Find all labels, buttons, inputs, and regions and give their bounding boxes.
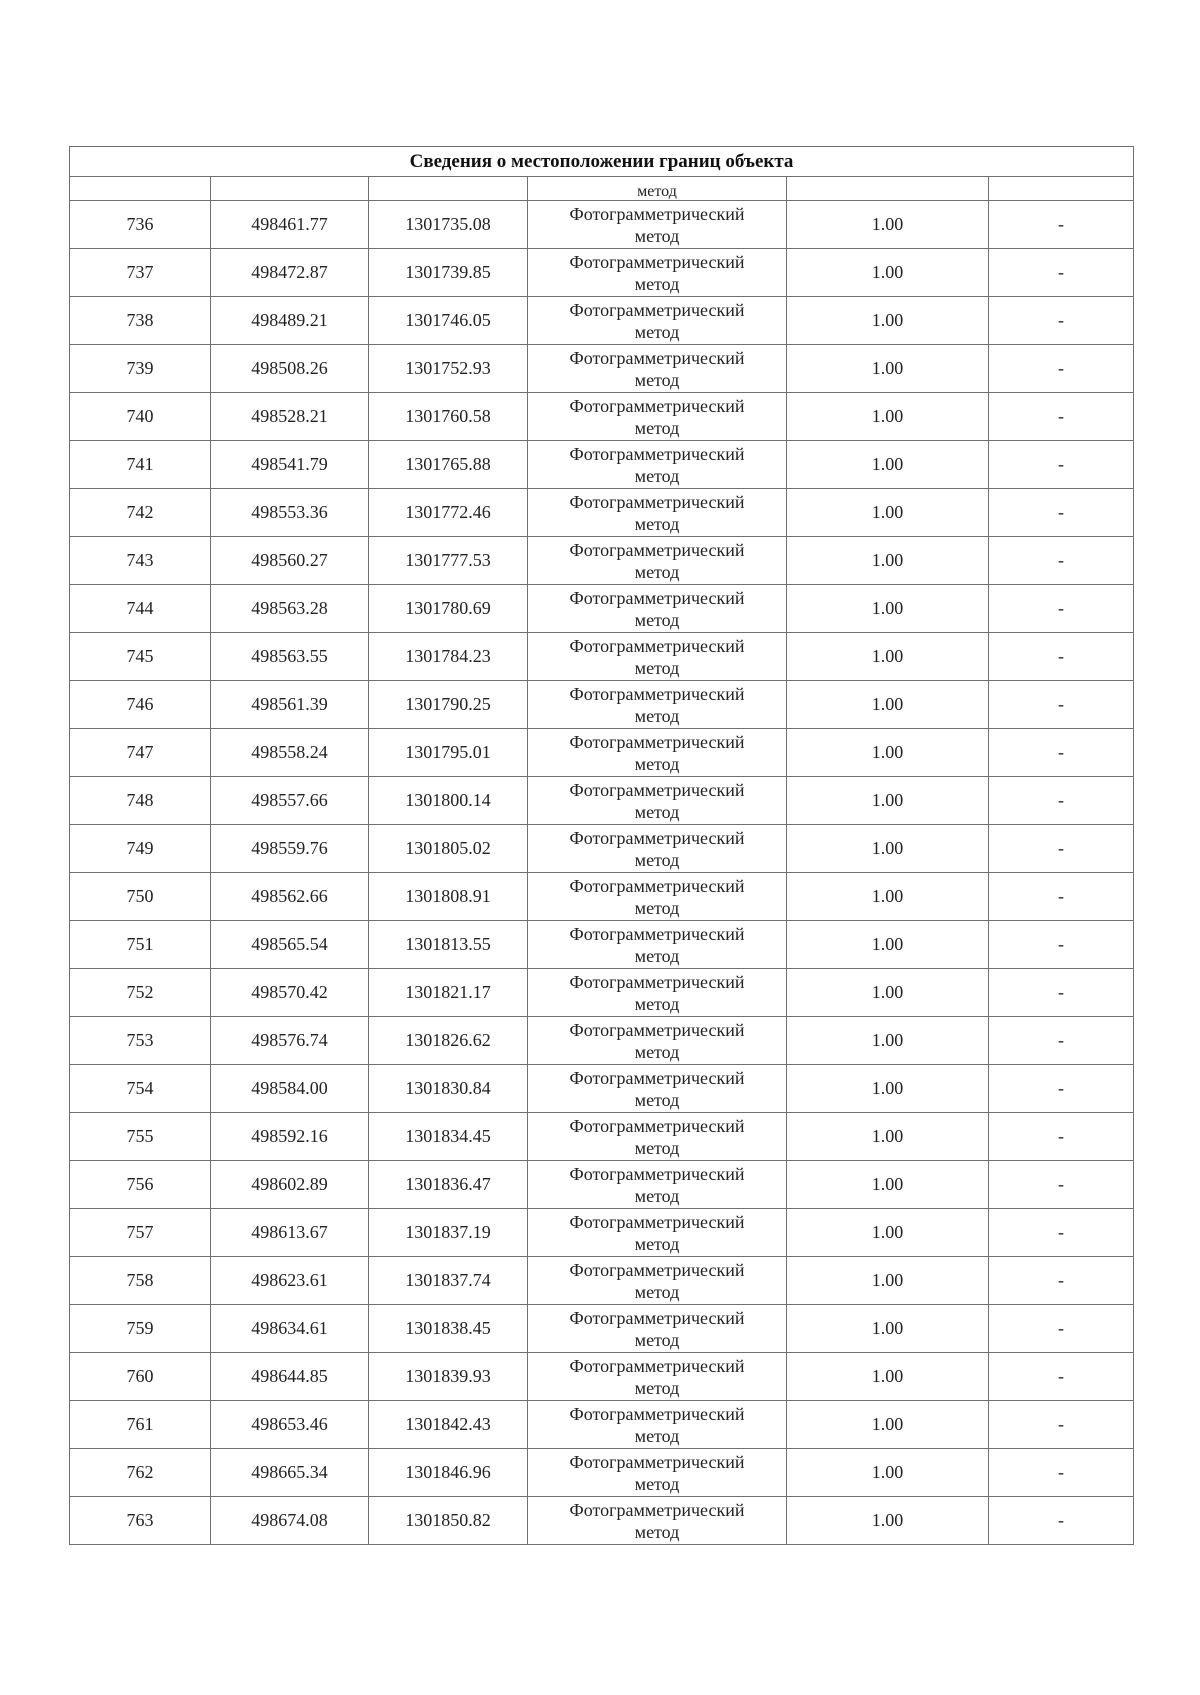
x-coordinate: 498557.66: [211, 777, 369, 825]
method-line-2: метод: [634, 465, 680, 486]
y-coordinate: 1301739.85: [369, 249, 528, 297]
point-description: -: [989, 921, 1134, 969]
table-row: [70, 1353, 1134, 1401]
point-number: 750: [70, 873, 211, 921]
method-line-1: Фотограмметрический: [569, 971, 745, 992]
accuracy-value: 1.00: [787, 585, 989, 633]
y-coordinate: 1301746.05: [369, 297, 528, 345]
method-cell: [528, 1305, 787, 1353]
accuracy-value: 1.00: [787, 1257, 989, 1305]
x-coordinate: 498541.79: [211, 441, 369, 489]
table-row: [70, 1209, 1134, 1257]
method-line-1: Фотограмметрический: [569, 731, 745, 752]
method-line-2: метод: [634, 1281, 680, 1302]
accuracy-value: 1.00: [787, 201, 989, 249]
accuracy-value: 1.00: [787, 1209, 989, 1257]
accuracy-value: 1.00: [787, 969, 989, 1017]
method-line-1: Фотограмметрический: [569, 635, 745, 656]
point-description: -: [989, 1401, 1134, 1449]
x-coordinate: 498553.36: [211, 489, 369, 537]
table-row: [70, 441, 1134, 489]
x-coordinate: 498570.42: [211, 969, 369, 1017]
method-line-1: Фотограмметрический: [569, 1211, 745, 1232]
method-line-2: метод: [634, 1521, 680, 1542]
point-number: 743: [70, 537, 211, 585]
method-line-2: метод: [634, 849, 680, 870]
method-line-2: метод: [634, 945, 680, 966]
point-number: 747: [70, 729, 211, 777]
table-row: [70, 777, 1134, 825]
method-line-2: метод: [634, 1329, 680, 1350]
method-cell: [528, 393, 787, 441]
point-description: -: [989, 1497, 1134, 1545]
method-line-1: Фотограмметрический: [569, 1355, 745, 1376]
method-cell: [528, 1401, 787, 1449]
x-coordinate: 498665.34: [211, 1449, 369, 1497]
accuracy-value: 1.00: [787, 537, 989, 585]
y-coordinate: 1301821.17: [369, 969, 528, 1017]
accuracy-value: 1.00: [787, 633, 989, 681]
x-coordinate: 498461.77: [211, 201, 369, 249]
method-line-1: Фотограмметрический: [569, 299, 745, 320]
method-cell: [528, 1497, 787, 1545]
point-description: -: [989, 825, 1134, 873]
point-number: 754: [70, 1065, 211, 1113]
method-line-2: метод: [634, 897, 680, 918]
method-line-1: Фотограмметрический: [569, 779, 745, 800]
point-description: -: [989, 1257, 1134, 1305]
point-number: 741: [70, 441, 211, 489]
continued-row: [70, 177, 1134, 201]
x-coordinate: 498562.66: [211, 873, 369, 921]
x-coordinate: 498508.26: [211, 345, 369, 393]
y-coordinate: 1301838.45: [369, 1305, 528, 1353]
method-cell: [528, 1209, 787, 1257]
accuracy-value: 1.00: [787, 1353, 989, 1401]
method-cell: [528, 825, 787, 873]
y-coordinate: 1301795.01: [369, 729, 528, 777]
point-number: 753: [70, 1017, 211, 1065]
point-number: 757: [70, 1209, 211, 1257]
method-cell: [528, 1113, 787, 1161]
point-number: 748: [70, 777, 211, 825]
y-coordinate: 1301780.69: [369, 585, 528, 633]
point-number: 749: [70, 825, 211, 873]
y-coordinate: 1301837.19: [369, 1209, 528, 1257]
x-coordinate: 498565.54: [211, 921, 369, 969]
point-number: 755: [70, 1113, 211, 1161]
x-coordinate: 498584.00: [211, 1065, 369, 1113]
table-row: [70, 1497, 1134, 1545]
method-line-2: метод: [634, 1425, 680, 1446]
y-coordinate: 1301846.96: [369, 1449, 528, 1497]
accuracy-value: 1.00: [787, 921, 989, 969]
table-row: [70, 201, 1134, 249]
method-line-2: метод: [634, 273, 680, 294]
method-cell: [528, 297, 787, 345]
accuracy-value: 1.00: [787, 1017, 989, 1065]
point-number: 752: [70, 969, 211, 1017]
table-row: [70, 633, 1134, 681]
table-row: [70, 393, 1134, 441]
table-row: [70, 297, 1134, 345]
x-coordinate: 498592.16: [211, 1113, 369, 1161]
point-description: -: [989, 969, 1134, 1017]
method-line-1: Фотограмметрический: [569, 683, 745, 704]
method-line-2: метод: [634, 417, 680, 438]
method-line-1: Фотограмметрический: [569, 539, 745, 560]
method-cell: [528, 1353, 787, 1401]
accuracy-value: 1.00: [787, 345, 989, 393]
method-line-1: Фотограмметрический: [569, 587, 745, 608]
method-line-1: Фотограмметрический: [569, 1499, 745, 1520]
method-cell: [528, 777, 787, 825]
method-line-1: Фотограмметрический: [569, 1019, 745, 1040]
x-coordinate: 498558.24: [211, 729, 369, 777]
boundary-coordinates-table: [69, 146, 1134, 1545]
method-line-1: Фотограмметрический: [569, 347, 745, 368]
point-description: -: [989, 249, 1134, 297]
y-coordinate: 1301808.91: [369, 873, 528, 921]
accuracy-value: 1.00: [787, 489, 989, 537]
point-number: 738: [70, 297, 211, 345]
accuracy-value: 1.00: [787, 297, 989, 345]
accuracy-value: 1.00: [787, 1449, 989, 1497]
table-row: [70, 489, 1134, 537]
accuracy-value: 1.00: [787, 1497, 989, 1545]
method-line-2: метод: [634, 561, 680, 582]
point-number: 742: [70, 489, 211, 537]
method-line-1: Фотограмметрический: [569, 923, 745, 944]
method-line-1: Фотограмметрический: [569, 1307, 745, 1328]
method-cell: [528, 1449, 787, 1497]
accuracy-value: 1.00: [787, 1305, 989, 1353]
accuracy-value: 1.00: [787, 729, 989, 777]
y-coordinate: 1301800.14: [369, 777, 528, 825]
method-line-2: метод: [634, 609, 680, 630]
method-line-1: Фотограмметрический: [569, 1163, 745, 1184]
y-coordinate: 1301842.43: [369, 1401, 528, 1449]
method-line-1: Фотограмметрический: [569, 1115, 745, 1136]
point-number: 751: [70, 921, 211, 969]
table-title: Сведения о местоположении границ объекта: [70, 147, 1134, 177]
point-number: 739: [70, 345, 211, 393]
y-coordinate: 1301772.46: [369, 489, 528, 537]
y-coordinate: 1301805.02: [369, 825, 528, 873]
method-cell: [528, 729, 787, 777]
method-cell: [528, 1161, 787, 1209]
method-cell: [528, 969, 787, 1017]
method-line-1: Фотограмметрический: [569, 395, 745, 416]
accuracy-value: 1.00: [787, 825, 989, 873]
y-coordinate: 1301760.58: [369, 393, 528, 441]
point-description: -: [989, 633, 1134, 681]
method-cell: [528, 489, 787, 537]
y-coordinate: 1301834.45: [369, 1113, 528, 1161]
continued-method-fragment: метод: [528, 177, 787, 201]
point-description: -: [989, 201, 1134, 249]
method-cell: [528, 441, 787, 489]
point-number: 763: [70, 1497, 211, 1545]
accuracy-value: 1.00: [787, 1161, 989, 1209]
method-line-2: метод: [634, 993, 680, 1014]
method-cell: [528, 921, 787, 969]
point-number: 740: [70, 393, 211, 441]
point-number: 760: [70, 1353, 211, 1401]
y-coordinate: 1301735.08: [369, 201, 528, 249]
method-line-2: метод: [634, 225, 680, 246]
x-coordinate: 498528.21: [211, 393, 369, 441]
point-number: 761: [70, 1401, 211, 1449]
y-coordinate: 1301850.82: [369, 1497, 528, 1545]
table-row: [70, 1305, 1134, 1353]
method-cell: [528, 873, 787, 921]
point-description: -: [989, 681, 1134, 729]
method-cell: [528, 633, 787, 681]
table-row: [70, 1449, 1134, 1497]
x-coordinate: 498472.87: [211, 249, 369, 297]
method-line-2: метод: [634, 1185, 680, 1206]
method-line-2: метод: [634, 369, 680, 390]
point-number: 756: [70, 1161, 211, 1209]
x-coordinate: 498560.27: [211, 537, 369, 585]
point-description: -: [989, 537, 1134, 585]
point-description: -: [989, 585, 1134, 633]
point-number: 736: [70, 201, 211, 249]
y-coordinate: 1301777.53: [369, 537, 528, 585]
method-line-2: метод: [634, 1473, 680, 1494]
x-coordinate: 498576.74: [211, 1017, 369, 1065]
accuracy-value: 1.00: [787, 873, 989, 921]
x-coordinate: 498674.08: [211, 1497, 369, 1545]
method-line-1: Фотограмметрический: [569, 1259, 745, 1280]
x-coordinate: 498613.67: [211, 1209, 369, 1257]
method-cell: [528, 537, 787, 585]
y-coordinate: 1301752.93: [369, 345, 528, 393]
method-line-1: Фотограмметрический: [569, 251, 745, 272]
table-row: [70, 825, 1134, 873]
y-coordinate: 1301765.88: [369, 441, 528, 489]
table-row: [70, 681, 1134, 729]
method-cell: [528, 1257, 787, 1305]
method-line-1: Фотограмметрический: [569, 1451, 745, 1472]
table-row: [70, 537, 1134, 585]
y-coordinate: 1301836.47: [369, 1161, 528, 1209]
method-line-2: метод: [634, 513, 680, 534]
point-description: -: [989, 1449, 1134, 1497]
point-description: -: [989, 1017, 1134, 1065]
y-coordinate: 1301790.25: [369, 681, 528, 729]
point-description: -: [989, 489, 1134, 537]
accuracy-value: 1.00: [787, 681, 989, 729]
table-row: [70, 345, 1134, 393]
method-line-2: метод: [634, 801, 680, 822]
method-line-2: метод: [634, 321, 680, 342]
method-cell: [528, 249, 787, 297]
x-coordinate: 498653.46: [211, 1401, 369, 1449]
point-description: -: [989, 1065, 1134, 1113]
method-line-2: метод: [634, 1233, 680, 1254]
table-row: [70, 1257, 1134, 1305]
point-description: -: [989, 729, 1134, 777]
table-row: [70, 969, 1134, 1017]
x-coordinate: 498489.21: [211, 297, 369, 345]
y-coordinate: 1301784.23: [369, 633, 528, 681]
method-cell: [528, 1017, 787, 1065]
table-row: [70, 729, 1134, 777]
method-line-1: Фотограмметрический: [569, 1067, 745, 1088]
accuracy-value: 1.00: [787, 1113, 989, 1161]
method-cell: [528, 681, 787, 729]
x-coordinate: 498602.89: [211, 1161, 369, 1209]
accuracy-value: 1.00: [787, 1065, 989, 1113]
x-coordinate: 498559.76: [211, 825, 369, 873]
point-description: -: [989, 297, 1134, 345]
method-line-1: Фотограмметрический: [569, 443, 745, 464]
table-row: [70, 1113, 1134, 1161]
point-description: -: [989, 1305, 1134, 1353]
point-number: 745: [70, 633, 211, 681]
method-cell: [528, 585, 787, 633]
method-line-1: Фотограмметрический: [569, 491, 745, 512]
y-coordinate: 1301837.74: [369, 1257, 528, 1305]
accuracy-value: 1.00: [787, 249, 989, 297]
y-coordinate: 1301830.84: [369, 1065, 528, 1113]
point-description: -: [989, 345, 1134, 393]
accuracy-value: 1.00: [787, 393, 989, 441]
method-line-2: метод: [634, 705, 680, 726]
table-row: [70, 1065, 1134, 1113]
method-line-2: метод: [634, 1377, 680, 1398]
method-line-1: Фотограмметрический: [569, 1403, 745, 1424]
point-number: 758: [70, 1257, 211, 1305]
method-line-1: Фотограмметрический: [569, 203, 745, 224]
accuracy-value: 1.00: [787, 441, 989, 489]
x-coordinate: 498634.61: [211, 1305, 369, 1353]
method-line-2: метод: [634, 753, 680, 774]
method-line-2: метод: [634, 1089, 680, 1110]
point-description: -: [989, 873, 1134, 921]
method-cell: [528, 345, 787, 393]
x-coordinate: 498561.39: [211, 681, 369, 729]
point-description: -: [989, 1209, 1134, 1257]
method-line-1: Фотограмметрический: [569, 875, 745, 896]
method-line-1: Фотограмметрический: [569, 827, 745, 848]
point-description: -: [989, 393, 1134, 441]
x-coordinate: 498563.55: [211, 633, 369, 681]
method-line-2: метод: [634, 1041, 680, 1062]
point-number: 762: [70, 1449, 211, 1497]
table-row: [70, 1017, 1134, 1065]
table-row: [70, 249, 1134, 297]
point-description: -: [989, 1353, 1134, 1401]
x-coordinate: 498623.61: [211, 1257, 369, 1305]
point-number: 737: [70, 249, 211, 297]
point-description: -: [989, 777, 1134, 825]
point-description: -: [989, 441, 1134, 489]
point-number: 746: [70, 681, 211, 729]
table-row: [70, 1161, 1134, 1209]
point-number: 744: [70, 585, 211, 633]
table-row: [70, 585, 1134, 633]
y-coordinate: 1301826.62: [369, 1017, 528, 1065]
table-row: [70, 873, 1134, 921]
x-coordinate: 498644.85: [211, 1353, 369, 1401]
table-row: [70, 1401, 1134, 1449]
accuracy-value: 1.00: [787, 1401, 989, 1449]
y-coordinate: 1301813.55: [369, 921, 528, 969]
y-coordinate: 1301839.93: [369, 1353, 528, 1401]
method-line-2: метод: [634, 657, 680, 678]
x-coordinate: 498563.28: [211, 585, 369, 633]
point-number: 759: [70, 1305, 211, 1353]
method-cell: [528, 1065, 787, 1113]
method-line-2: метод: [634, 1137, 680, 1158]
point-description: -: [989, 1113, 1134, 1161]
method-cell: [528, 201, 787, 249]
table-row: [70, 921, 1134, 969]
point-description: -: [989, 1161, 1134, 1209]
accuracy-value: 1.00: [787, 777, 989, 825]
